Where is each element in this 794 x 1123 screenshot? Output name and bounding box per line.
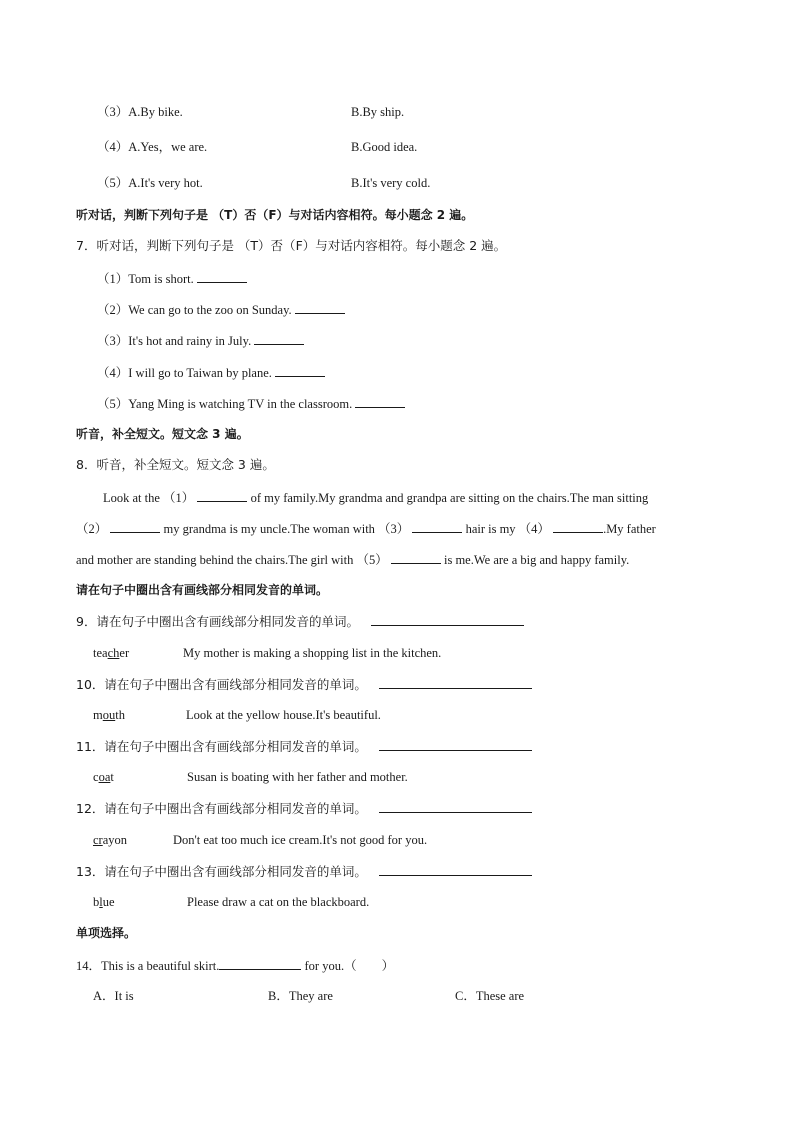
q11-sentence: Susan is boating with her father and mother. xyxy=(187,770,408,784)
q9-stem: 9．请在句子中圈出含有画线部分相同发音的单词。 xyxy=(76,613,524,630)
q8-passage-line-2: （2） my grandma is my uncle.The woman with （3） hair is my （4） .My father xyxy=(76,522,656,536)
q10-stem: 10．请在句子中圈出含有画线部分相同发音的单词。 xyxy=(76,676,532,693)
answer-blank[interactable] xyxy=(379,676,532,689)
section-heading-phonics: 请在句子中圈出含有画线部分相同发音的单词。 xyxy=(76,583,329,597)
q8-stem: 8．听音，补全短文。短文念 3 遍。 xyxy=(76,457,275,472)
q7-item-2: （2）We can go to the zoo on Sunday. xyxy=(97,301,345,318)
q12-sentence: Don't eat too much ice cream.It's not good for you. xyxy=(173,833,428,847)
section-heading-fill: 听音，补全短文。短文念 3 遍。 xyxy=(76,427,249,441)
q11-stem: 11．请在句子中圈出含有画线部分相同发音的单词。 xyxy=(76,738,532,755)
q9-sentence: My mother is making a shopping list in the kitchen. xyxy=(183,646,442,660)
q8-passage-line-1: Look at the （1） of my family.My grandma and grandpa are sitting on the chairs.The man sitting xyxy=(103,491,649,505)
q13-word: blue xyxy=(93,895,115,909)
answer-blank[interactable] xyxy=(254,332,304,345)
answer-blank[interactable] xyxy=(391,551,441,564)
q9-word: teacher xyxy=(93,646,130,660)
q12-stem: 12．请在句子中圈出含有画线部分相同发音的单词。 xyxy=(76,800,532,817)
q7-item-3: （3）It's hot and rainy in July. xyxy=(97,332,304,349)
section-heading-choice: 单项选择。 xyxy=(76,926,137,940)
answer-blank[interactable] xyxy=(197,489,247,502)
answer-blank[interactable] xyxy=(379,738,532,751)
q14-stem: 14．This is a beautiful skirt. for you.（ ） xyxy=(76,959,395,973)
q13-stem: 13．请在句子中圈出含有画线部分相同发音的单词。 xyxy=(76,863,532,880)
q6-option-3b: B.By ship. xyxy=(351,105,405,119)
answer-blank[interactable] xyxy=(295,301,345,314)
q11-word: coat xyxy=(93,770,114,784)
answer-blank[interactable] xyxy=(110,520,160,533)
q14-option-a[interactable]: A．It is xyxy=(93,989,134,1003)
answer-blank[interactable] xyxy=(379,863,532,876)
q6-option-4b: B.Good idea. xyxy=(351,140,418,154)
q6-option-3a: （3）A.By bike. xyxy=(97,105,183,119)
q7-item-5: （5）Yang Ming is watching TV in the classroom. xyxy=(97,395,405,412)
answer-blank[interactable] xyxy=(371,613,524,626)
q10-sentence: Look at the yellow house.It's beautiful. xyxy=(186,708,381,722)
q14-option-b[interactable]: B．They are xyxy=(268,989,333,1003)
q7-item-4: （4）I will go to Taiwan by plane. xyxy=(97,364,325,381)
q10-word: mouth xyxy=(93,708,125,722)
section-heading-tf: 听对话，判断下列句子是 （T）否（F）与对话内容相符。每小题念 2 遍。 xyxy=(76,208,474,222)
q12-word: crayon xyxy=(93,833,128,847)
q14-option-c[interactable]: C．These are xyxy=(455,989,525,1003)
q13-sentence: Please draw a cat on the blackboard. xyxy=(187,895,370,909)
answer-blank[interactable] xyxy=(197,270,247,283)
answer-blank[interactable] xyxy=(379,800,532,813)
answer-blank[interactable] xyxy=(412,520,462,533)
answer-blank[interactable] xyxy=(275,364,325,377)
q8-passage-line-3: and mother are standing behind the chairs.The girl with （5） is me.We are a big and happy family. xyxy=(76,553,630,567)
answer-blank[interactable] xyxy=(355,395,405,408)
q6-option-5a: （5）A.It's very hot. xyxy=(97,176,203,190)
q7-item-1: （1）Tom is short. xyxy=(97,270,247,287)
answer-blank[interactable] xyxy=(553,520,603,533)
answer-blank[interactable] xyxy=(219,957,301,970)
q6-option-5b: B.It's very cold. xyxy=(351,176,431,190)
q7-stem: 7．听对话，判断下列句子是 （T）否（F）与对话内容相符。每小题念 2 遍。 xyxy=(76,238,507,253)
q6-option-4a: （4）A.Yes，we are. xyxy=(97,140,208,154)
